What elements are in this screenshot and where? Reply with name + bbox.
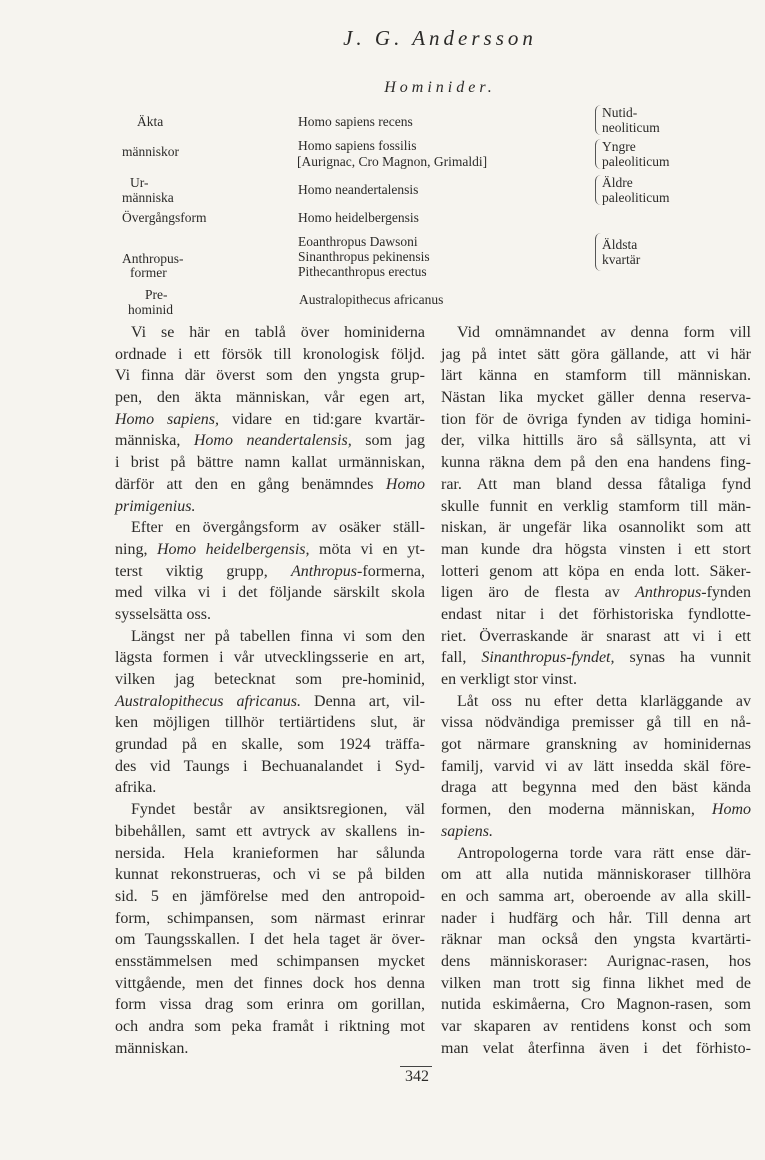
period-label: kvartär (602, 252, 641, 267)
text-run: Vi se här en tablå över hominiderna (131, 324, 425, 341)
text-run: sid. 5 en jämförelse med den antropoid- (115, 887, 425, 905)
text-line (115, 1016, 425, 1038)
text-run: jag på intet sätt göra gällande, att vi här (441, 345, 751, 363)
text-run: om att alla nutida människoraser tillhöra (441, 866, 751, 884)
page-number-rule (400, 1066, 432, 1067)
text-run: man kunde dra högsta vinsten i ett stort (441, 540, 751, 558)
text-run: som jag (351, 432, 425, 450)
text-run: vidare en tid:gare kvartär- (219, 410, 426, 428)
italic-term: primigenius. (115, 497, 196, 515)
species-name: Eoanthropus Dawsoni (298, 234, 418, 249)
text-line (115, 474, 425, 496)
text-line (441, 604, 751, 626)
text-run: grundad på en skalle, som 1924 träffa- (115, 736, 425, 754)
species-name: Homo heidelbergensis (298, 210, 419, 225)
group-label: Ur- (130, 175, 149, 190)
text-line (441, 821, 751, 843)
group-label: Anthropus- (122, 251, 184, 266)
text-run: fall, (441, 649, 482, 667)
text-run: rar. Att man bland dessa fåtaliga fynd (441, 475, 751, 493)
text-line (441, 322, 751, 344)
text-run: niskan, är ungefär lika osannolikt som att (441, 519, 751, 537)
text-run: nersida. Hela kranieformen har sålunda (115, 844, 425, 862)
text-run: -formerna, (357, 562, 425, 580)
text-line (115, 929, 425, 951)
text-run: pen, den äkta människan, vår egen art, (115, 389, 425, 407)
text-line (115, 994, 425, 1016)
text-run: synas ha vunnit (614, 649, 751, 667)
period-bracket (595, 139, 669, 169)
text-line (115, 973, 425, 995)
text-run: endast nitar i det förhistoriska fyndlotte- (441, 605, 751, 623)
text-line (115, 539, 425, 561)
period-label: neoliticum (602, 120, 660, 135)
text-line (115, 582, 425, 604)
text-line (441, 712, 751, 734)
page-number: 342 (405, 1068, 429, 1085)
text-run: nutida eskimåerna, Cro Magnon-rasen, som (441, 996, 751, 1014)
italic-term: Australopithecus africanus. (115, 692, 301, 710)
text-run: människan. (115, 1039, 189, 1057)
text-line (115, 647, 425, 669)
table-title: Hominider. (384, 79, 496, 96)
text-line (441, 517, 751, 539)
period-label: paleoliticum (602, 154, 670, 169)
text-run: därför att den en gång benämndes (115, 475, 386, 493)
text-run: ensstämmelsen med schimpansen mycket (115, 952, 425, 970)
text-line (441, 864, 751, 886)
text-run: människa, (115, 432, 194, 450)
text-run: Fyndet består av ansiktsregionen, väl (131, 801, 425, 819)
text-run: -fynden (701, 584, 751, 602)
text-line (115, 712, 425, 734)
period-label: Nutid- (602, 105, 638, 120)
text-line (441, 669, 751, 691)
text-column-right (441, 322, 751, 1059)
text-line (441, 647, 751, 669)
period-bracket (595, 233, 640, 271)
text-line (441, 756, 751, 778)
text-line (441, 777, 751, 799)
group-label: Pre- (145, 287, 168, 302)
period-bracket (595, 175, 669, 205)
text-line (115, 799, 425, 821)
italic-term: Homo (385, 475, 425, 493)
text-line (441, 951, 751, 973)
text-run: form, schimpansen, som närmast erinrar (115, 909, 425, 927)
text-line (441, 994, 751, 1016)
text-run: afrika. (115, 779, 157, 797)
period-label: Äldre (602, 175, 633, 190)
text-line (115, 626, 425, 648)
text-line (441, 1038, 751, 1060)
text-line (441, 908, 751, 930)
italic-term: Homo neandertalensis, (193, 432, 352, 450)
italic-term: Homo sapiens, (115, 410, 220, 428)
text-run: Efter en övergångsform av osäker ställ- (131, 519, 425, 537)
text-line (441, 387, 751, 409)
text-line (115, 604, 425, 626)
text-run: vittgående, men det finnes dock hos denna (115, 974, 425, 992)
text-run: möta vi en yt- (309, 540, 426, 558)
text-run: skulle funnit en verklig stamform till män- (441, 497, 751, 515)
text-run: lägsta formen i vår utvecklingsserie en art, (115, 649, 425, 667)
period-label: paleoliticum (602, 190, 670, 205)
italic-term: Homo heidelbergensis, (157, 540, 310, 558)
text-line (115, 864, 425, 886)
italic-term: sapiens. (441, 822, 493, 840)
text-line (441, 582, 751, 604)
text-run: terst viktig grupp, (115, 562, 291, 580)
group-label: hominid (128, 302, 174, 317)
text-column-left (115, 322, 425, 1059)
period-label: Äldsta (602, 237, 638, 252)
italic-term: Homo (711, 801, 751, 819)
italic-term: Anthropus (635, 584, 702, 602)
text-line (115, 1038, 425, 1060)
text-line (115, 517, 425, 539)
text-run: nader i hudfärg och hår. Till denna art (441, 909, 751, 927)
text-run: ning, (115, 540, 157, 558)
text-run: Låt oss nu efter detta klarläggande av (457, 692, 751, 710)
text-run: Nästan lika mycket gäller denna reserva- (441, 389, 751, 407)
group-label: människa (122, 190, 174, 205)
text-line (441, 474, 751, 496)
text-line (441, 626, 751, 648)
text-run: Längst ner på tabellen finna vi som den (131, 627, 425, 645)
text-line (115, 387, 425, 409)
species-name: Australopithecus africanus (299, 292, 444, 307)
text-line (115, 691, 425, 713)
text-line (441, 539, 751, 561)
text-run: draga att begynna med den bäst kända (441, 779, 751, 797)
text-line (115, 777, 425, 799)
text-line (441, 734, 751, 756)
italic-term: Anthropus (290, 562, 358, 580)
text-line (441, 843, 751, 865)
text-run: dens människoraser: Aurignac-rasen, hos (441, 952, 751, 970)
text-line (115, 365, 425, 387)
text-run: Antropologerna torde vara rätt ense där- (457, 844, 751, 862)
text-run: med vilka vi i det följande särskilt skola (115, 584, 425, 602)
text-run: got närmare granskning av hominidernas (441, 736, 751, 754)
text-line (115, 843, 425, 865)
text-run: der, vilka hittills äro så sällsynta, att vi (441, 432, 751, 450)
text-line (115, 669, 425, 691)
text-run: riet. Överraskande är snarast att vi i ett (441, 627, 751, 645)
species-name: Homo neandertalensis (298, 182, 419, 197)
text-line (115, 756, 425, 778)
text-run: Denna art, vil- (300, 692, 425, 710)
text-run: en verkligt stor vinst. (441, 671, 577, 688)
text-run: ligen äro de flesta av (441, 584, 636, 602)
text-run: och andra som peka framåt i riktning mot (115, 1018, 425, 1035)
text-run: vilken jag betecknat som pre-hominid, (115, 671, 425, 688)
text-line (115, 322, 425, 344)
text-run: Vid omnämnandet av denna form vill (457, 324, 751, 341)
text-run: vissa nödvändiga premisser gå till en nå- (441, 714, 751, 732)
text-line (441, 799, 751, 821)
group-label: Äkta (137, 114, 164, 129)
text-run: ordnade i ett försök till kronologisk följd. (115, 345, 425, 363)
text-run: lärt känna en stamform till människan. (441, 367, 751, 385)
text-run: Vi finna där överst som den yngsta grup- (115, 367, 425, 385)
text-line (441, 1016, 751, 1038)
text-line (441, 452, 751, 474)
text-run: vilken man trott sig finna likhet med de (441, 974, 751, 992)
species-name: Pithecanthropus erectus (298, 264, 427, 279)
text-run: formen, den moderna människan, (441, 801, 712, 819)
text-line (441, 691, 751, 713)
species-name: Sinanthropus pekinensis (298, 249, 430, 264)
text-line (115, 409, 425, 431)
text-line (441, 973, 751, 995)
text-line (441, 496, 751, 518)
text-run: bibehållen, samt ett avtryck av skallens in- (115, 822, 425, 840)
text-run: des vid Taungs i Bechuanalandet i Syd- (115, 757, 425, 775)
text-run: om Taungsskallen. I det hela taget är över- (115, 931, 425, 949)
text-line (441, 561, 751, 583)
species-name: Homo sapiens fossilis (298, 138, 417, 153)
text-line (441, 430, 751, 452)
text-line (441, 344, 751, 366)
text-line (115, 821, 425, 843)
species-name: Homo sapiens recens (298, 114, 413, 129)
species-note: [Aurignac, Cro Magnon, Grimaldi] (297, 154, 488, 169)
text-run: en och samma art, oberoende av alla skill- (441, 887, 751, 905)
group-label: Övergångsform (122, 210, 207, 225)
text-run: sysselsätta oss. (115, 605, 211, 623)
text-line (441, 409, 751, 431)
text-line (115, 886, 425, 908)
text-run: tion för de övriga fynden av tidiga homini- (441, 410, 751, 428)
text-run: i brist på bättre namn kallat urmänniskan, (115, 454, 425, 472)
text-run: räknar man också den yngsta kvartärti- (441, 931, 751, 949)
text-line (115, 951, 425, 973)
text-run: man velat återfinna även i det förhisto- (441, 1039, 751, 1057)
text-line (115, 344, 425, 366)
text-line (115, 908, 425, 930)
text-line (115, 734, 425, 756)
text-line (115, 496, 425, 518)
text-run: familj, varvid vi av lätt insedda skäl före- (441, 757, 751, 775)
running-head-author: J. G. Andersson (343, 26, 537, 50)
period-bracket (595, 105, 660, 135)
text-line (115, 452, 425, 474)
group-label: former (130, 265, 167, 280)
text-run: ken möjligen tillhör tertiärtidens slut, är (115, 714, 425, 732)
text-line (115, 561, 425, 583)
italic-term: Sinanthropus-fyndet, (481, 649, 615, 667)
text-run: kunna räkna dem på den ena handens fing- (441, 454, 751, 472)
text-run: var skaparen av rentidens konst och som (441, 1018, 751, 1035)
text-run: kunnat rekonstrueras, och vi se på bilden (115, 866, 425, 884)
text-line (441, 365, 751, 387)
text-run: lotteri genom att köpa en enda lott. Säker- (441, 562, 751, 580)
text-line (441, 886, 751, 908)
text-line (115, 430, 425, 452)
period-label: Yngre (602, 139, 636, 154)
text-run: form vissa drag som erinra om gorillan, (115, 996, 425, 1014)
text-line (441, 929, 751, 951)
group-label: människor (122, 144, 179, 159)
